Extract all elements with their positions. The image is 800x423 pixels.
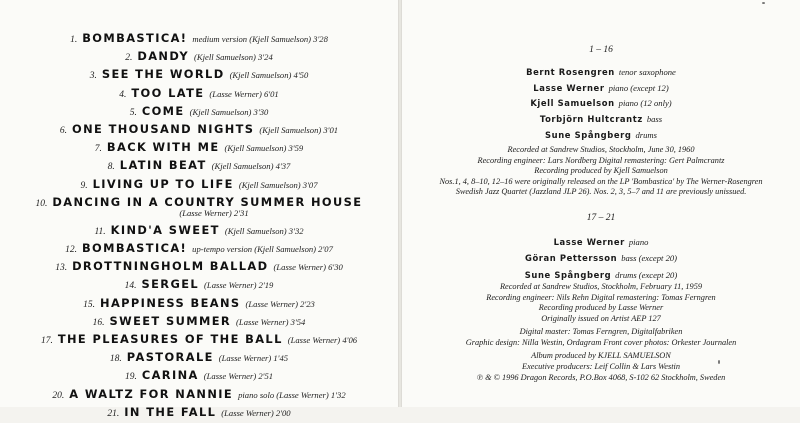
right-page [402,0,800,407]
track-row [0,29,398,47]
track-row [0,275,398,293]
track-number: 7. [94,144,102,155]
track-title: DANCING IN A COUNTRY SUMMER HOUSE [52,194,363,209]
track-info: (Kjell Samuelson) 3'24 [194,52,273,63]
track-title: LATIN BEAT [119,158,207,173]
track-row [0,221,398,239]
track-info: (Lasse Werner) 2'51 [203,371,274,382]
musician-name: Lasse Werner [553,237,625,247]
track-title: DROTTNINGHOLM BALLAD [72,259,269,274]
track-info: piano solo (Lasse Werner) 1'32 [238,389,346,400]
track-number: 12. [65,245,77,256]
track-info: (Kjell Samuelson) 3'01 [259,124,339,135]
track-title: DANDY [137,49,190,64]
track-title: SERGEL [141,277,200,292]
musician-row [402,265,800,283]
track-title: SEE THE WORLD [101,67,225,82]
track-row [0,120,398,138]
track-title: COME [141,103,185,118]
track-number: 2. [125,53,133,64]
track-number: 3. [89,71,97,82]
musician-instrument: drums (except 20) [615,269,678,280]
track-number: 6. [59,125,67,136]
musician-name: Göran Pettersson [524,253,618,264]
track-title: TOO LATE [131,85,205,100]
musician-name: Kjell Samuelson [530,98,615,109]
producer-line: Executive producers: Leif Collin & Lars Westin [522,361,680,371]
track-info: up-tempo version (Kjell Samuelson) 2'07 [192,244,333,255]
left-page [0,0,398,419]
track-info: (Kjell Samuelson) 3'59 [224,143,304,154]
track-row [0,239,398,257]
musician-instrument: bass (except 20) [621,253,678,264]
note-line: Recording produced by Kjell Samuelson [534,166,668,176]
session1-range: 1 – 16 [589,45,613,55]
track-row [0,175,398,193]
note-line: Recording engineer: Lars Nordberg Digital remastering: Gert Palmcrantz [477,155,725,165]
musician-name: Sune Spångberg [524,269,612,280]
track-info: (Kjell Samuelson) 3'32 [224,225,304,236]
track-info: (Lasse Werner) 2'23 [245,298,315,309]
track-row [0,312,398,330]
track-title: IN THE FALL [124,404,217,419]
track-row [0,156,398,174]
note-line: Originally issued on Artist AEP 127 [541,313,661,323]
track-row [0,294,398,312]
track-title: PASTORALE [126,350,214,365]
track-title: CARINA [141,368,199,383]
track-title: THE PLEASURES OF THE BALL [57,332,283,346]
musician-instrument: bass [646,114,663,125]
note-line: Recorded at Sandrew Studios, Stockholm, February 11, 1959 [499,282,702,291]
track-info: (Lasse Werner) 4'06 [287,335,358,345]
track-info: (Lasse Werner) 2'19 [204,280,274,291]
tracklist [0,29,398,421]
musician-name: Torbjörn Hultcrantz [539,114,643,125]
track-title: KIND'A SWEET [110,222,220,237]
track-info: medium version (Kjell Samuelson) 3'28 [192,34,328,44]
track-number: 10. [35,198,48,209]
credit-line: Digital master: Tomas Ferngren, Digitalfabriken [519,327,683,336]
note-line: Recorded at Sandrew Studios, Stockholm, June 30, 1960 [507,145,695,154]
track-info: (Kjell Samuelson) 3'30 [189,106,269,117]
track-row [0,65,398,83]
track-number: 11. [94,226,106,237]
musician-instrument: drums [635,129,657,140]
track-row [0,257,398,275]
track-row [0,84,398,102]
track-number: 17. [40,336,53,346]
track-number: 18. [109,354,122,365]
track-row [0,403,398,421]
track-number: 19. [124,372,137,383]
track-number: 9. [80,180,88,191]
track-row [0,102,398,120]
track-number: 16. [92,317,105,328]
musician-name: Bernt Rosengren [526,67,615,77]
track-row [0,366,398,384]
track-title: BOMBASTICA! [82,31,188,45]
musician-row [402,232,800,250]
track-row [0,348,398,366]
note-line: Swedish Jazz Quartet (Jazzland JLP 26). Nos. 2, 3, 5–7 and 11 are previously unissued. [455,187,747,197]
track-number: 1. [70,35,78,45]
session2-range: 17 – 21 [586,213,616,223]
musician-name: Lasse Werner [533,82,605,93]
track-row [0,138,398,156]
track-title: SWEET SUMMER [109,313,232,328]
track-number: 8. [107,162,115,173]
track-number: 15. [83,299,96,310]
note-line: Recording produced by Lasse Werner [538,303,664,313]
paper-speck [718,360,720,364]
musician-row [402,248,800,266]
track-info: (Kjell Samuelson) 4'37 [211,161,291,172]
paper-speck [762,2,765,4]
producer-line: Album produced by KJELL SAMUELSON [531,351,671,360]
track-info: (Kjell Samuelson) 3'07 [238,179,318,190]
track-info: (Lasse Werner) 1'45 [218,353,289,364]
track-number: 5. [129,107,137,118]
credit-line: Graphic design: Nilla Westin, Ordagram Front cover photos: Orkester Journalen [465,337,737,347]
track-info: (Lasse Werner) 6'30 [273,262,343,273]
track-info: (Lasse Werner) 6'01 [209,88,279,99]
musician-instrument: piano (12 only) [618,98,672,109]
track-number: 14. [124,281,137,292]
track-info: (Lasse Werner) 2'00 [221,407,291,418]
musician-row [402,125,800,143]
track-number: 4. [119,89,127,100]
track-info: (Kjell Samuelson) 4'50 [229,70,309,81]
track-title: BOMBASTICA! [81,241,188,256]
musician-instrument: tenor saxophone [618,67,676,77]
track-title: A WALTZ FOR NANNIE [69,386,234,401]
track-title: ONE THOUSAND NIGHTS [72,121,255,136]
track-title: HAPPINESS BEANS [100,295,241,310]
note-line: Recording engineer: Nils Rehn Digital remastering: Tomas Ferngren [486,292,716,302]
note-line: Nos.1, 4, 8–10, 12–16 were originally released on the LP 'Bombastica' by The Werner-Rosengren [439,176,763,186]
track-number: 20. [52,390,65,401]
track-title: BACK WITH ME [106,140,220,155]
track-number: 21. [107,408,120,419]
track-info: (Lasse Werner) 2'31 [179,207,249,218]
track-info: (Lasse Werner) 3'54 [236,316,306,327]
track-row [0,385,398,403]
musician-instrument: piano [628,237,649,247]
track-row [0,47,398,65]
copyright-line: ℗ & © 1996 Dragon Records, P.O.Box 4068, S-102 62 Stockholm, Sweden [476,373,726,382]
musician-name: Sune Spångberg [545,129,632,140]
track-title: LIVING UP TO LIFE [92,176,234,191]
musician-instrument: piano (except 12) [608,82,669,93]
track-number: 13. [55,263,68,274]
track-row [0,330,398,348]
